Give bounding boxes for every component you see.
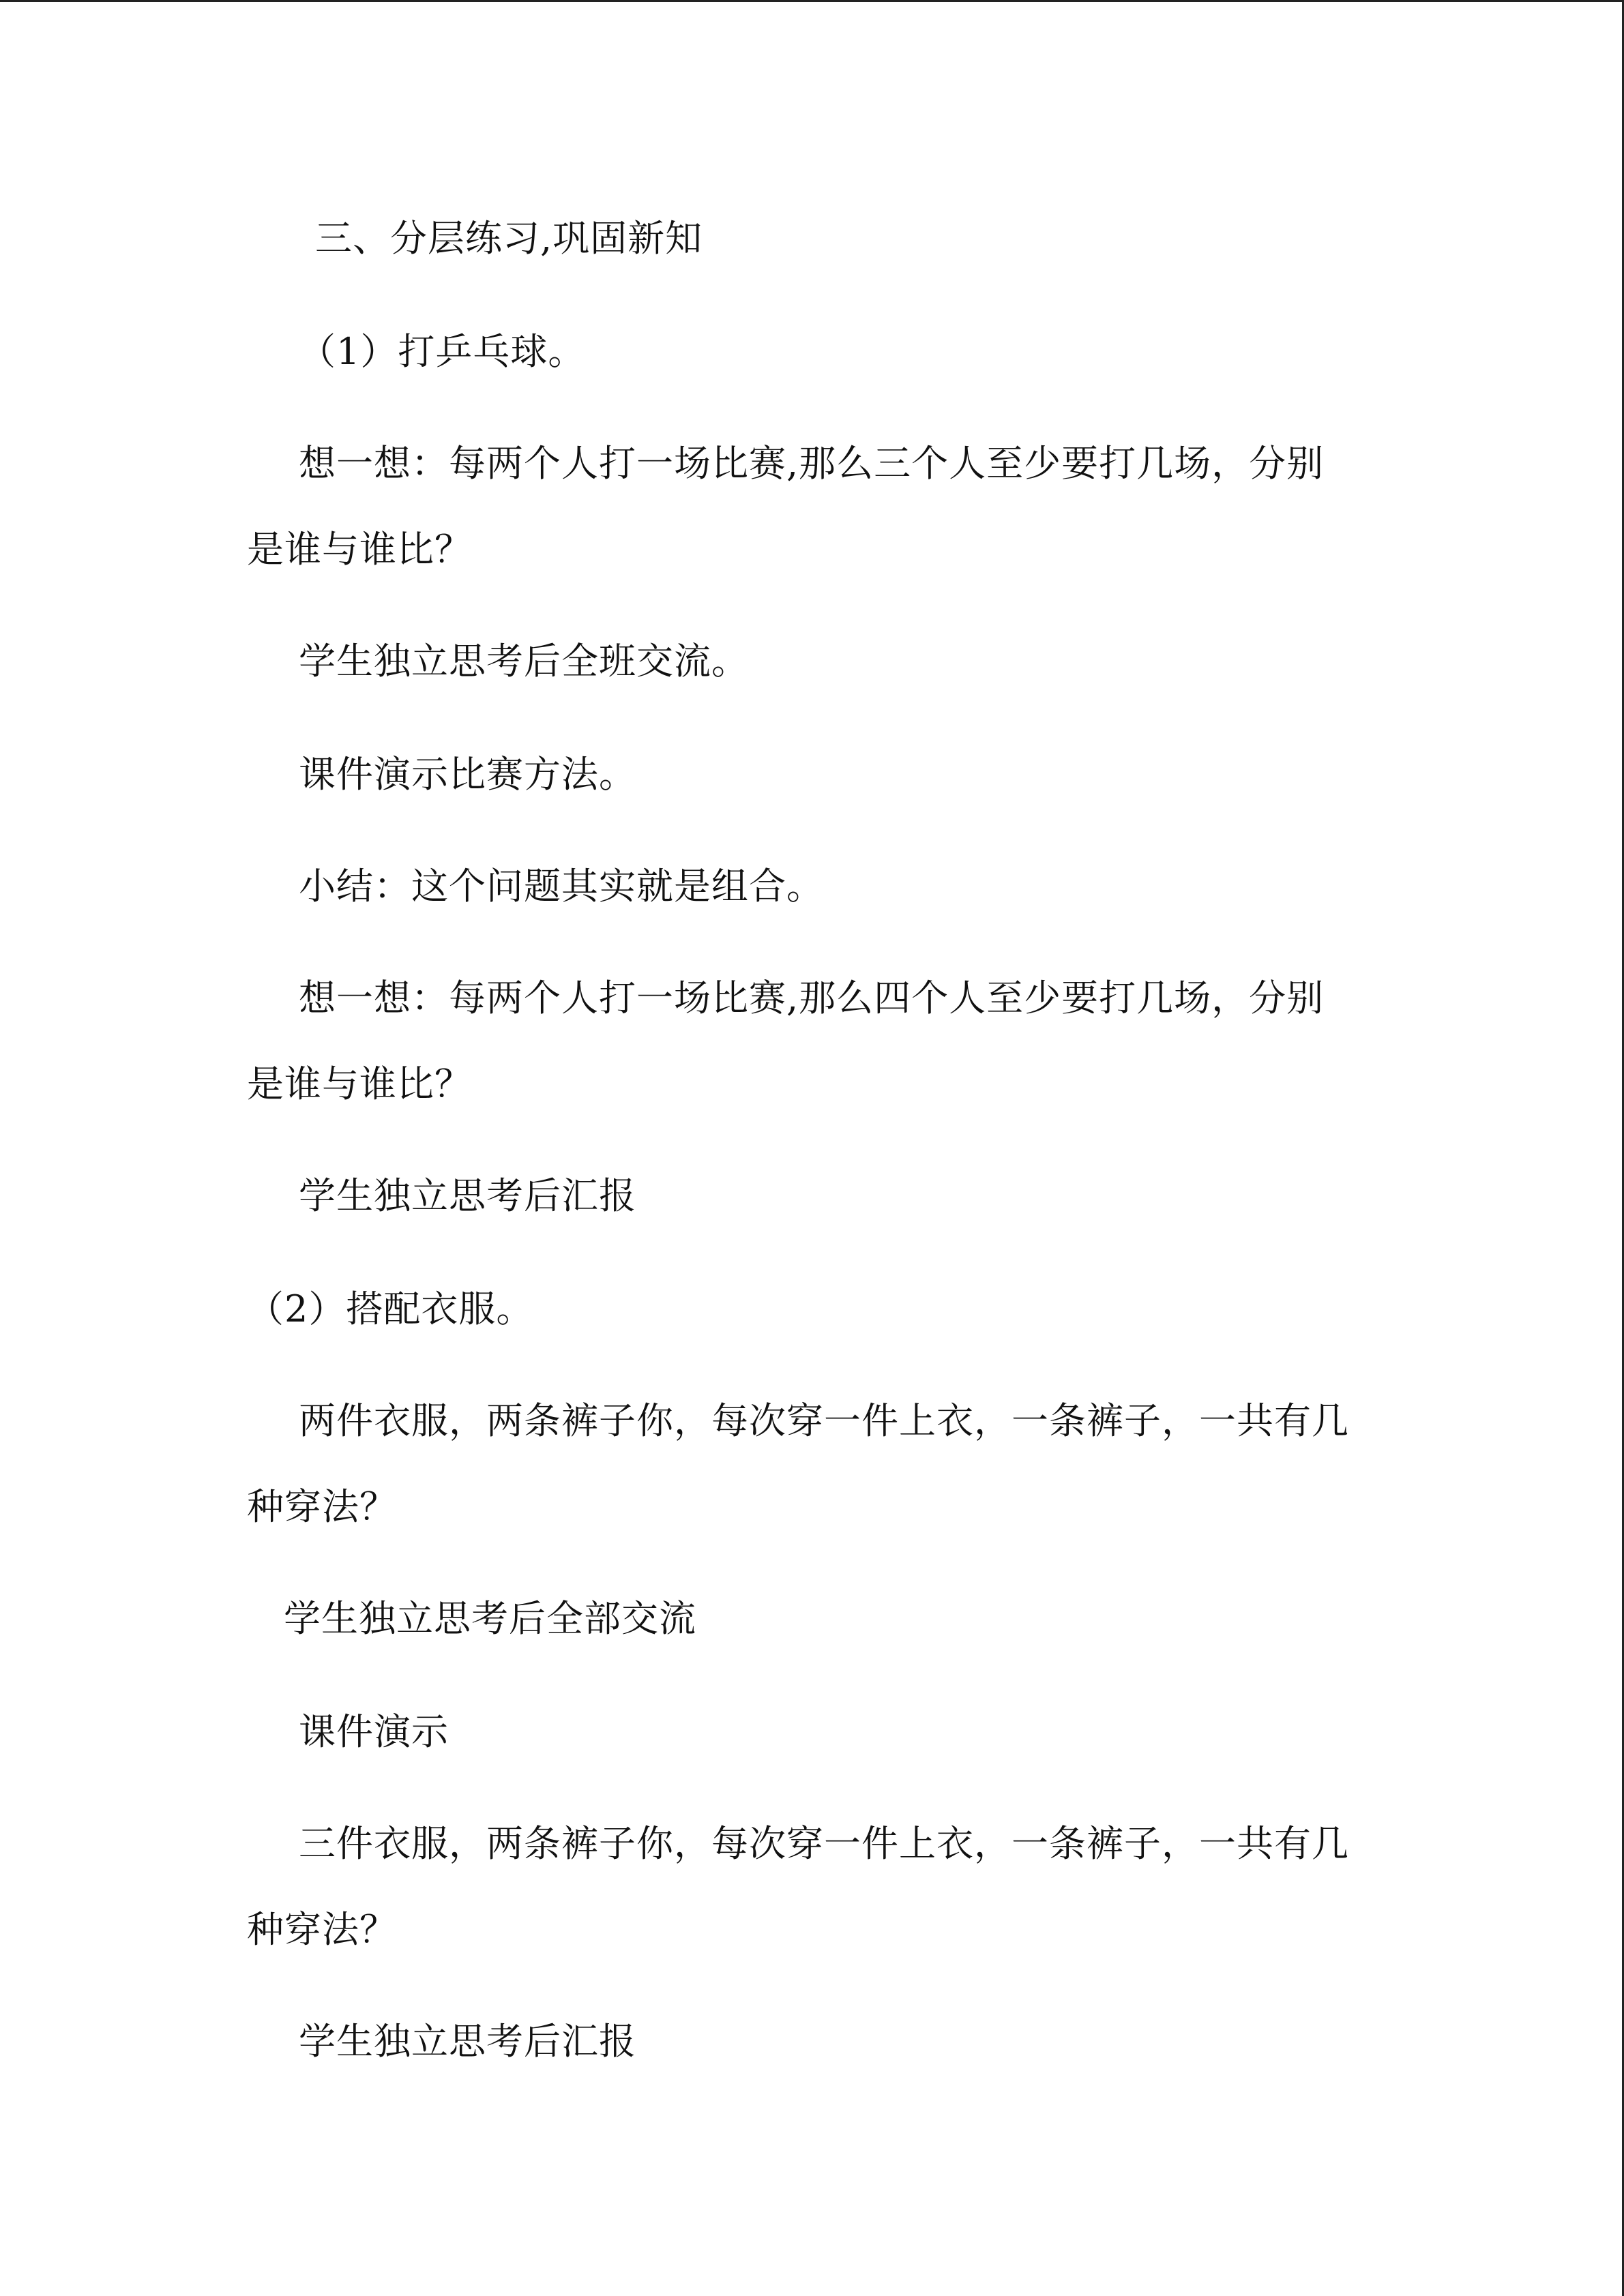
paragraph-line: 三件衣服，两条裤子你，每次穿一件上衣，一条裤子，一共有几	[299, 1822, 1349, 1865]
paragraph-line: 学生独立思考后全部交流	[284, 1597, 696, 1640]
paragraph-line: 种穿法？	[247, 1485, 397, 1528]
paragraph-line: 学生独立思考后汇报	[299, 2020, 636, 2063]
paragraph-line: 学生独立思考后全班交流。	[299, 640, 749, 683]
paragraph-line: 想一想：每两个人打一场比赛,那么三个人至少要打几场，分别	[299, 442, 1325, 485]
paragraph-line: 两件衣服，两条裤子你，每次穿一件上衣，一条裤子，一共有几	[299, 1399, 1349, 1442]
paragraph-line: 课件演示比赛方法。	[299, 753, 636, 796]
paragraph-line: 种穿法？	[247, 1908, 397, 1951]
paragraph-line: 学生独立思考后汇报	[299, 1174, 636, 1217]
section-heading: 三、分层练习,巩固新知	[315, 217, 703, 260]
page-top-border	[0, 0, 1624, 2]
paragraph-line: 课件演示	[299, 1710, 449, 1753]
subsection-heading-clothes: （2）搭配衣服。	[247, 1287, 534, 1330]
subsection-heading-ping-pong: （1）打乒乓球。	[299, 330, 586, 373]
paragraph-line: 小结：这个问题其实就是组合。	[299, 865, 824, 908]
paragraph-line: 是谁与谁比？	[247, 1062, 472, 1105]
paragraph-line: 想一想：每两个人打一场比赛,那么四个人至少要打几场，分别	[299, 976, 1325, 1019]
paragraph-line: 是谁与谁比？	[247, 528, 472, 571]
